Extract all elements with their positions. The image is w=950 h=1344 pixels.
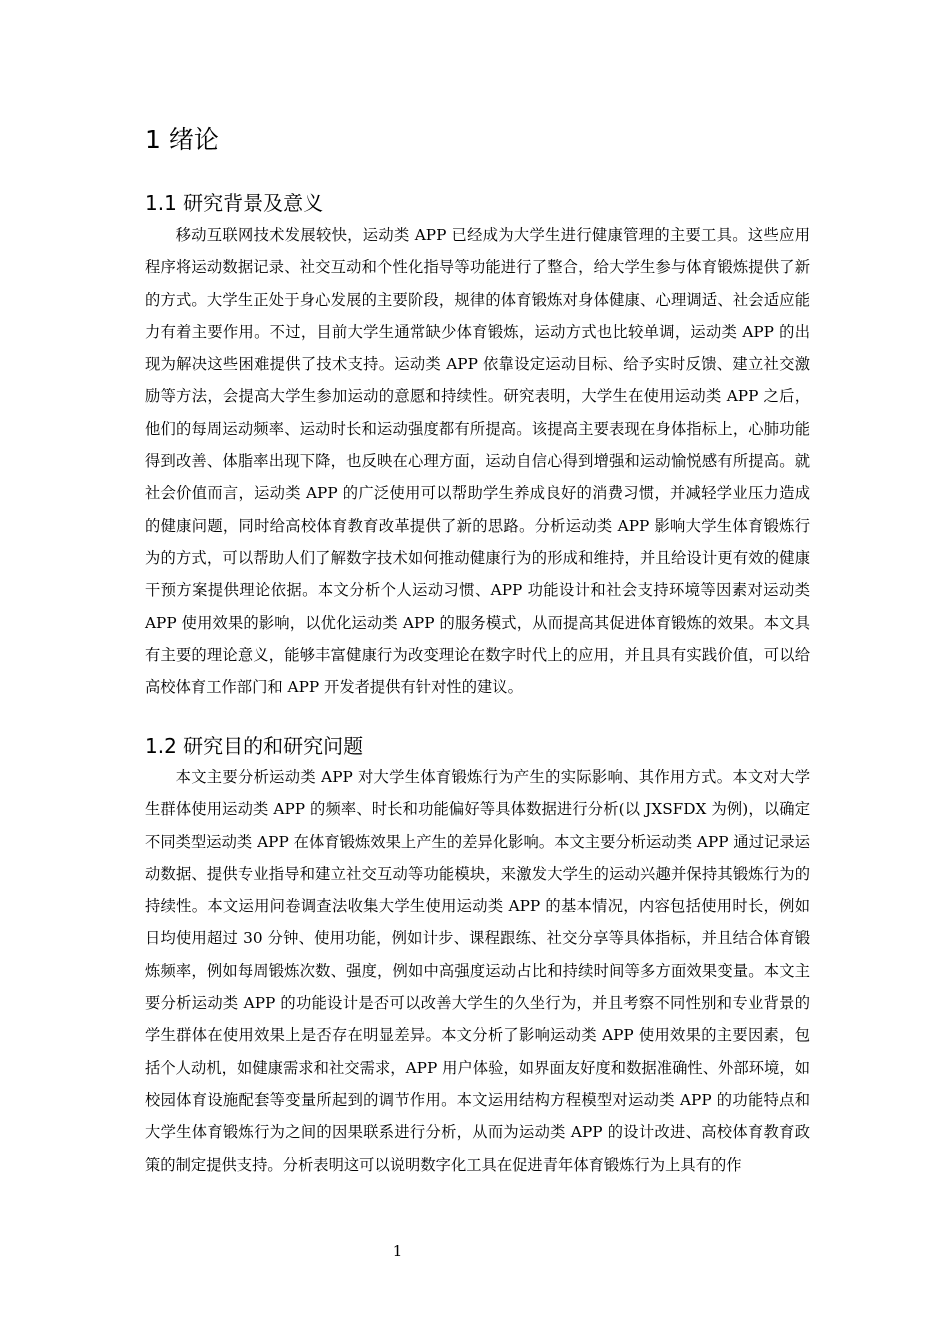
- chapter-title: 1 绪论: [145, 125, 219, 154]
- section-paragraph: 移动互联网技术发展较快，运动类 APP 已经成为大学生进行健康管理的主要工具。这些应用程序将运动数据记录、社交互动和个性化指导等功能进行了整合，给大学生参与体育锻炼提供了新的方式。大学生正处于身心发展的主要阶段，规律的体育锻炼对身体健康、心理调适、社会适应能力有着主要作用。不过，目前大学生通常缺少体育锻炼，运动方式也比较单调，运动类 APP 的出现为解决这些困难提供了技术支持。运动类 APP 依靠设定运动目标、给予实时反馈、建立社交激励等方法，会提高大学生参加运动的意愿和持续性。研究表明，大学生在使用运动类 APP 之后，他们的每周运动频率、运动时长和运动强度都有所提高。该提高主要表现在身体指标上，心肺功能得到改善、体脂率出现下降，也反映在心理方面，运动自信心得到增强和运动愉悦感有所提高。就社会价值而言，运动类 APP 的广泛使用可以帮助学生养成良好的消费习惯，并减轻学业压力造成的健康问题，同时给高校体育教育改革提供了新的思路。分析运动类 APP 影响大学生体育锻炼行为的方式，可以帮助人们了解数字技术如何推动健康行为的形成和维持，并且给设计更有效的健康干预方案提供理论依据。本文分析个人运动习惯、APP 功能设计和社会支持环境等因素对运动类 APP 使用效果的影响，以优化运动类 APP 的服务模式，从而提高其促进体育锻炼的效果。本文具有主要的理论意义，能够丰富健康行为改变理论在数字时代上的应用，并且具有实践价值，可以给高校体育工作部门和 APP 开发者提供有针对性的建议。: [145, 226, 810, 697]
- page-number: 1: [392, 1242, 403, 1260]
- section-paragraph: 本文主要分析运动类 APP 对大学生体育锻炼行为产生的实际影响、其作用方式。本文对大学生群体使用运动类 APP 的频率、时长和功能偏好等具体数据进行分析(以 JXSFDX 为例)，以确定不同类型运动类 APP 在体育锻炼效果上产生的差异化影响。本文主要分析运动类 APP 通过记录运动数据、提供专业指导和建立社交互动等功能模块，来激发大学生的运动兴趣并保持其锻炼行为的持续性。本文运用问卷调查法收集大学生使用运动类 APP 的基本情况，内容包括使用时长，例如日均使用超过 30 分钟、使用功能，例如计步、课程跟练、社交分享等具体指标，并且结合体育锻炼频率，例如每周锻炼次数、强度，例如中高强度运动占比和持续时间等多方面效果变量。本文主要分析运动类 APP 的功能设计是否可以改善大学生的久坐行为，并且考察不同性别和专业背景的学生群体在使用效果上是否存在明显差异。本文分析了影响运动类 APP 使用效果的主要因素，包括个人动机，如健康需求和社交需求，APP 用户体验，如界面友好度和数据准确性、外部环境，如校园体育设施配套等变量所起到的调节作用。本文运用结构方程模型对运动类 APP 的功能特点和大学生体育锻炼行为之间的因果联系进行分析，从而为运动类 APP 的设计改进、高校体育教育政策的制定提供支持。分析表明这可以说明数字化工具在促进青年体育锻炼行为上具有的作: [145, 768, 810, 1174]
- section-heading: 1.2 研究目的和研究问题: [145, 734, 364, 758]
- section-heading: 1.1 研究背景及意义: [145, 191, 324, 215]
